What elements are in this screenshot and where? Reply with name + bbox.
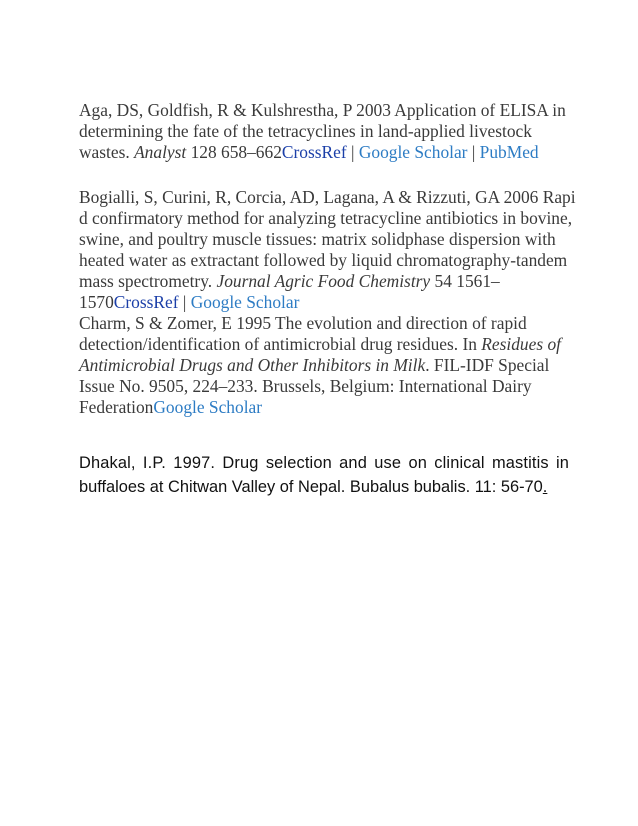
reference-line xyxy=(79,397,559,418)
reference-text: buffaloes at Chitwan Valley of Nepal. Bubalus bubalis. 11: 56-70 xyxy=(79,478,543,497)
reference-text: 1570 xyxy=(79,291,114,312)
book-title: Residues of xyxy=(481,333,561,354)
reference-line: heated water as extractant followed by liquid chromatography-tandem xyxy=(79,249,568,270)
reference-line: Bogialli, S, Curini, R, Corcia, AD, Lagana, A & Rizzuti, GA 2006 Rapi xyxy=(79,187,576,207)
reference-line: Aga, DS, Goldfish, R & Kulshrestha, P 2003 Application of ELISA in xyxy=(79,100,566,120)
reference-text: 54 1561– xyxy=(430,270,500,291)
book-title: Antimicrobial Drugs and Other Inhibitors in Milk xyxy=(79,354,426,375)
reference-aga-2003 xyxy=(79,100,566,163)
journal-title: Journal Agric Food Chemistry xyxy=(216,270,431,291)
reference-text: mass spectrometry. xyxy=(79,270,217,291)
reference-line: determining the fate of the tetracyclines in land-applied livestock xyxy=(79,120,532,141)
reference-charm-1995 xyxy=(79,313,559,418)
reference-line xyxy=(79,142,559,163)
reference-line xyxy=(79,334,559,355)
reference-line: Dhakal, I.P. 1997. Drug selection and use on clinical mastitis in xyxy=(79,454,570,472)
journal-title: Analyst xyxy=(134,141,187,162)
link-separator: | xyxy=(178,291,191,312)
pubmed-link[interactable]: PubMed xyxy=(479,141,539,162)
reference-bogialli-2006 xyxy=(79,187,576,312)
reference-line: Charm, S & Zomer, E 1995 The evolution and direction of rapid xyxy=(79,313,527,333)
reference-line: Issue No. 9505, 224–233. Brussels, Belgium: International Dairy xyxy=(79,375,532,396)
google-scholar-link[interactable]: Google Scholar xyxy=(358,141,468,162)
reference-text: Federation xyxy=(79,396,154,417)
reference-line: d confirmatory method for analyzing tetracycline antibiotics in bovine, xyxy=(79,207,573,228)
crossref-link[interactable]: CrossRef xyxy=(113,291,179,312)
reference-line xyxy=(79,355,559,376)
google-scholar-link[interactable]: Google Scholar xyxy=(190,291,300,312)
reference-text: detection/identification of antimicrobial drug residues. In xyxy=(79,333,482,354)
reference-line xyxy=(79,475,569,499)
reference-text: 128 658–662 xyxy=(186,141,282,162)
reference-text: wastes. xyxy=(79,141,135,162)
google-scholar-link[interactable]: Google Scholar xyxy=(153,396,263,417)
reference-line xyxy=(79,292,559,313)
crossref-link[interactable]: CrossRef xyxy=(281,141,347,162)
link-separator: | xyxy=(346,141,359,162)
reference-line xyxy=(79,271,559,292)
reference-text: . FIL-IDF Special xyxy=(425,354,550,375)
reference-dhakal-1997 xyxy=(79,451,569,500)
link-separator: | xyxy=(467,141,480,162)
reference-line: swine, and poultry muscle tissues: matrix solidphase dispersion with xyxy=(79,228,556,249)
underlined-period: . xyxy=(542,478,548,497)
